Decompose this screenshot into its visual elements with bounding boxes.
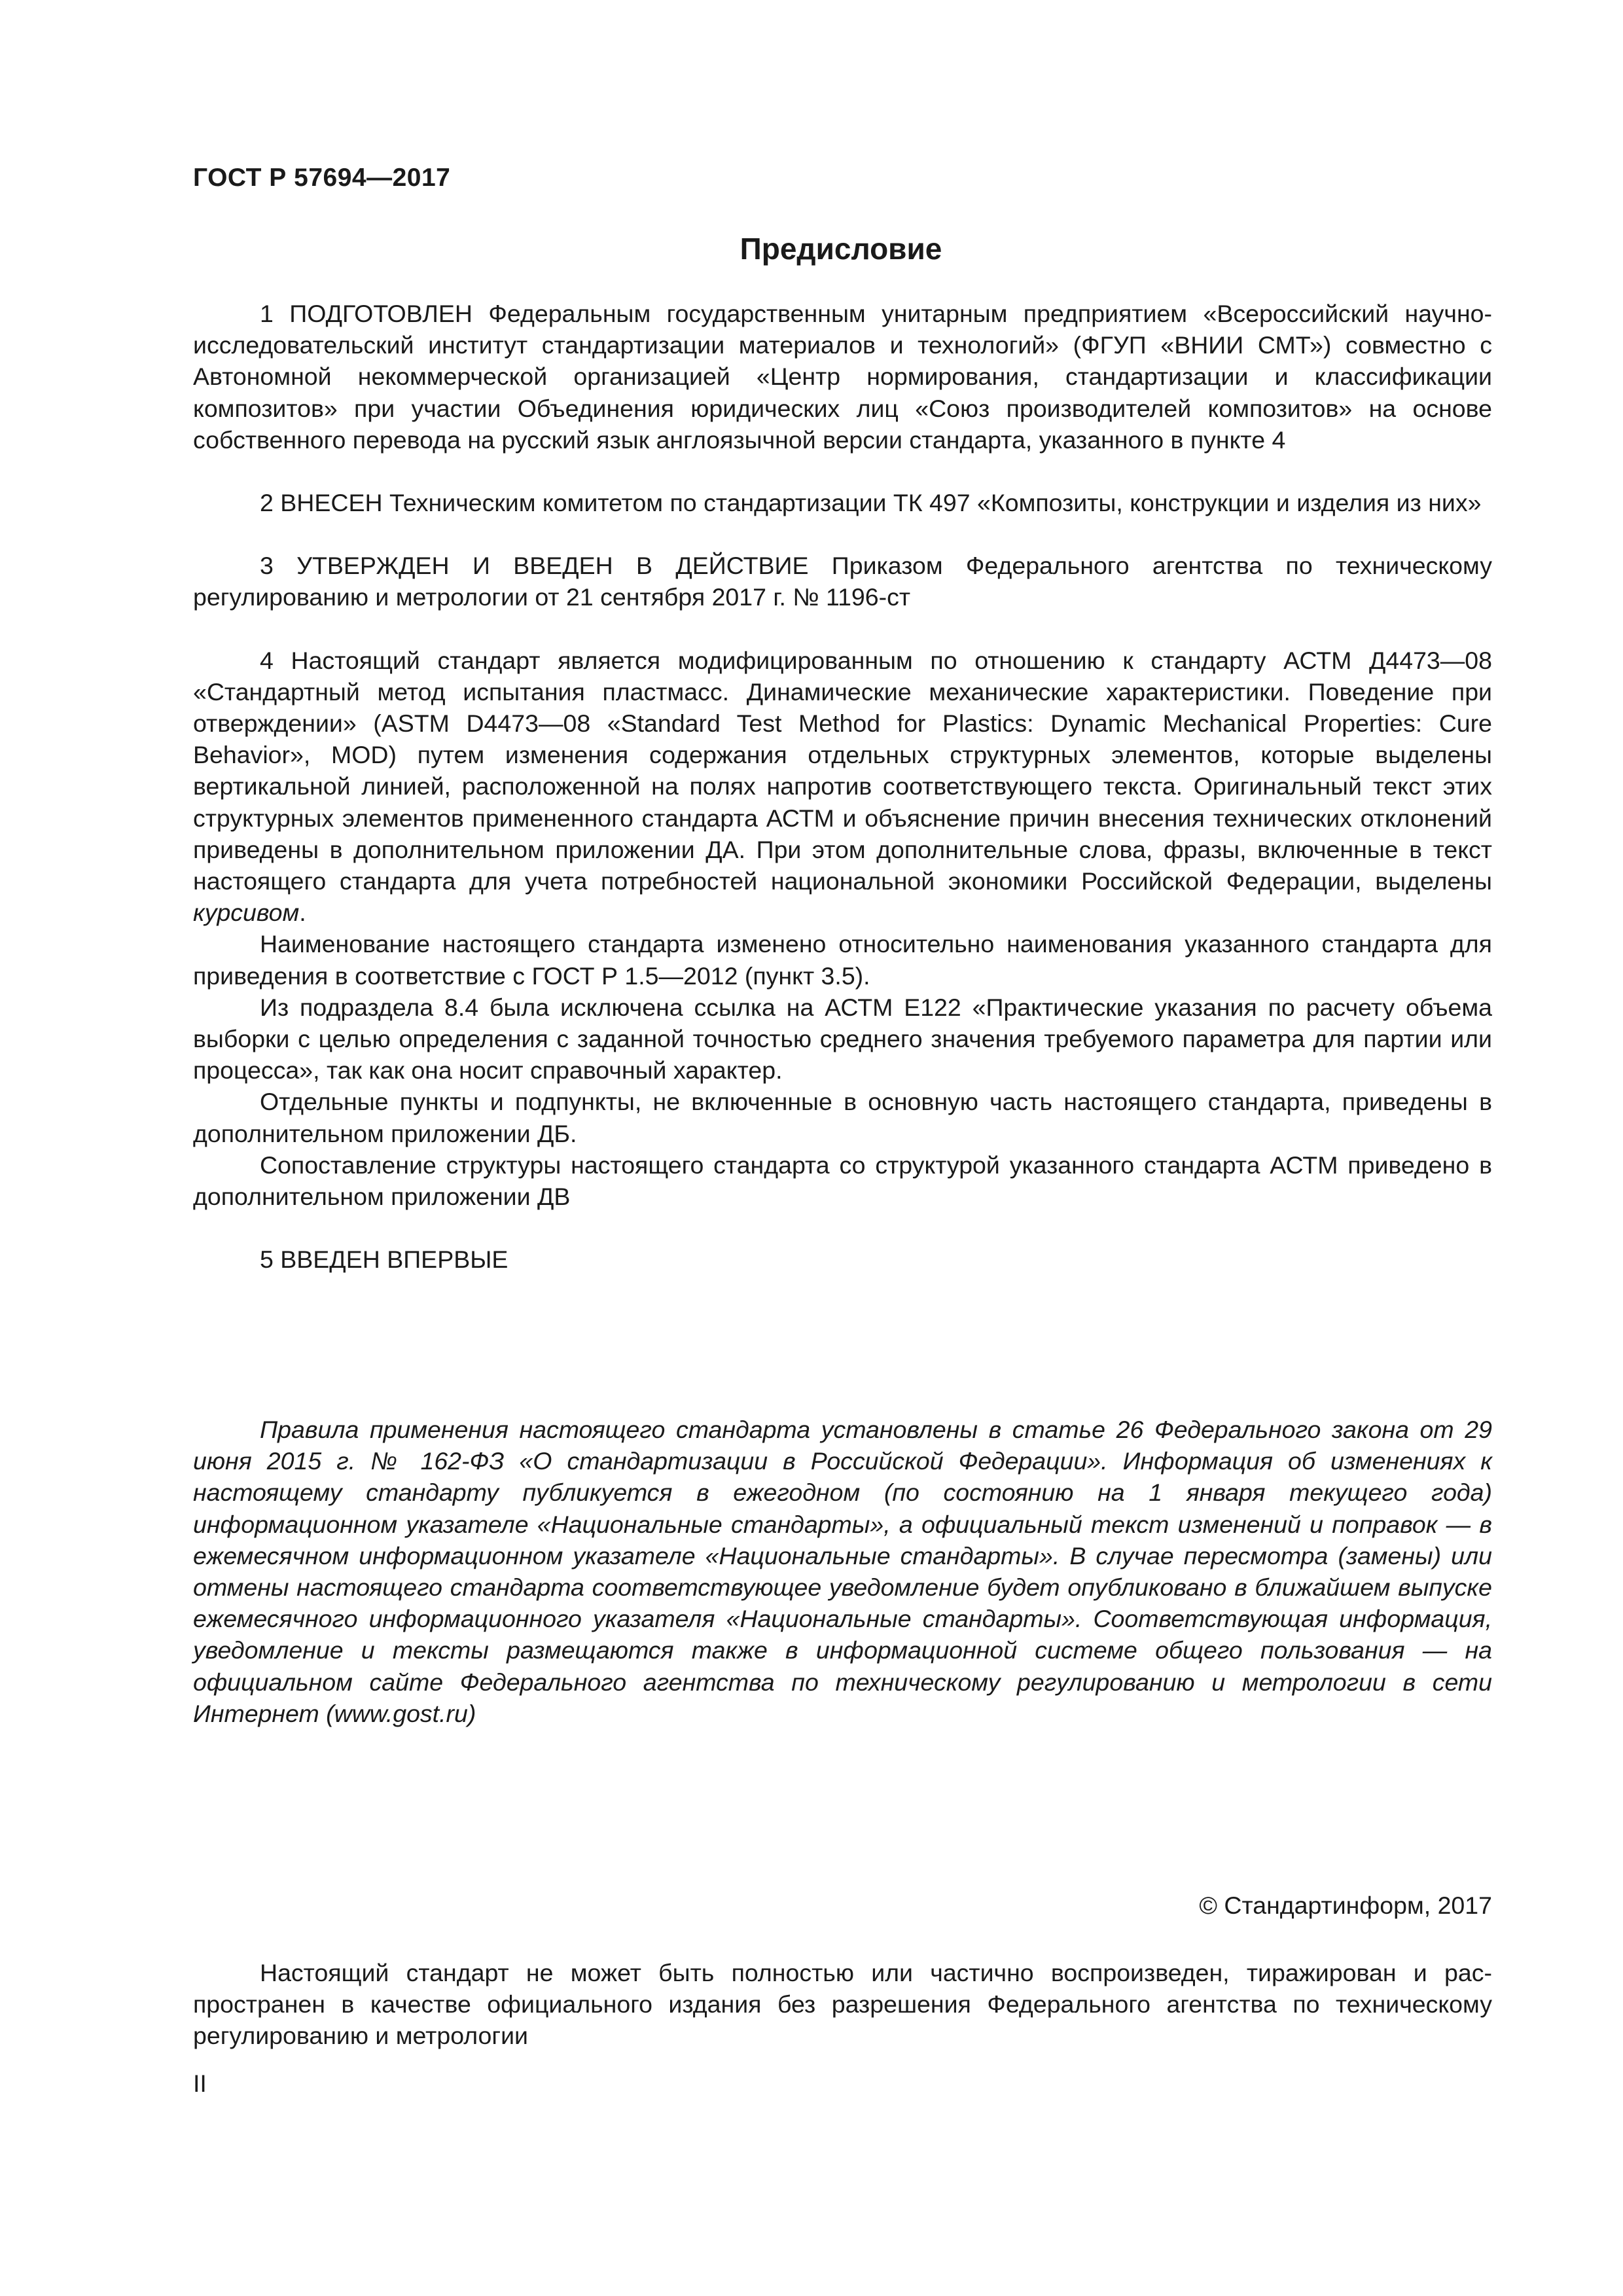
section-4-excluded-reference: Из подраздела 8.4 была исключена ссылка на АСТМ Е122 «Практические указания по расчету объема выборки с целью определения с заданной точностью среднего значения требуемого параметра для партии или процесса», так как она носит справочный характер. [193, 993, 1492, 1085]
section-4-period: . [299, 899, 306, 927]
section-3-approved: 3 УТВЕРЖДЕН И ВВЕДЕН В ДЕЙСТВИЕ Приказом Федерального агентства по техническому регулированию и метрологии от 21 сентября 2017 г. № 1196-ст [193, 552, 1492, 611]
section-4-modification [193, 645, 1492, 929]
section-4-annex-dv: Сопоставление структуры настоящего стандарта со структурой указанного стандарта АСТМ приведено в дополнительном приложении ДВ [193, 1151, 1492, 1211]
section-4-text: 4 Настоящий стандарт является модифицированным по отношению к стандарту АСТМ Д4473—08 «Стандартный метод испытания пластмасс. Динамические механические характеристики. Поведение при отверждении» (ASTM D4473—08 «Standard Test Method for Plastics: Dynamic Mechanical Properties: Cure Behavior», MOD) путем изменения содержания отдельных структурных элементов, которые выделены вертикальной линией, расположенной на полях напротив соответствующего текста. Оригинальный текст этих структурных элементов примененного стандарта АСТМ и объяснение причин внесения технических отклонений приведены в дополнительном приложении ДА. При этом дополнительные слова, фразы, включенные в текст настоящего стандарта для учета потребностей национальной экономики Российской Федерации, выделены [193, 646, 1492, 895]
reproduction-rights: Настоящий стандарт не может быть полностью или частично воспроизведен, тиражирован и распространен в качестве официального издания без разрешения Федерального агентства по техническому регулированию и метрологии [193, 1959, 1492, 2050]
application-rules-notice: Правила применения настоящего стандарта установлены в статье 26 Федерального закона от 29 июня 2015 г. № 162-ФЗ «О стандартизации в Российской Федерации». Информация об изменениях к настоящему стандарту публикуется в ежегодном (по состоянию на 1 января текущего года) информационном указателе «Национальные стандарты», а официальный текст изменений и поправок — в ежемесячном информационном указателе «Национальные стандарты». В случае пересмотра (замены) или отмены настоящего стандарта соответствующее уведомление будет опубликовано в ближайшем выпуске ежемесячного информационного указателя «Национальные стандарты». Соответствующая информация, уведомление и тексты размещаются также в информационной системе общего пользования — на официальном сайте Федерального агентства по техническому регулированию и метрологии в сети Интернет (www.gost.ru) [193, 1416, 1492, 1727]
copyright-line: © Стандартинформ, 2017 [1199, 1892, 1492, 1919]
page-number: II [193, 2070, 207, 2097]
section-1-prepared: 1 ПОДГОТОВЛЕН Федеральным государственным унитарным предприятием «Всероссийский научно-исследовательский институт стандартизации материалов и технологий» (ФГУП «ВНИИ СМТ») совместно с Автономной некоммерческой организацией «Центр нормирования, стандартизации и классификации композитов» при участии Объединения юридических лиц «Союз производителей композитов» на основе собственного перевода на русский язык англоязычной версии стандарта, указанного в пункте 4 [193, 300, 1492, 454]
section-2-introduced: 2 ВНЕСЕН Техническим комитетом по стандартизации ТК 497 «Композиты, конструкции и изделия из них» [260, 489, 1482, 517]
section-4-italic-word: курсивом [193, 899, 300, 927]
section-4-annex-db: Отдельные пункты и подпункты, не включенные в основную часть настоящего стандарта, приведены в дополнительном приложении ДБ. [193, 1088, 1492, 1147]
section-5-first-introduced: 5 ВВЕДЕН ВПЕРВЫЕ [260, 1246, 508, 1274]
standard-code: ГОСТ Р 57694—2017 [193, 164, 451, 192]
section-4-title-change: Наименование настоящего стандарта изменено относительно наименования указанного стандарта для приведения в соответствие с ГОСТ Р 1.5—2012 (пункт 3.5). [193, 930, 1492, 990]
foreword-body [193, 298, 1492, 1275]
page-title: Предисловие [740, 232, 942, 266]
